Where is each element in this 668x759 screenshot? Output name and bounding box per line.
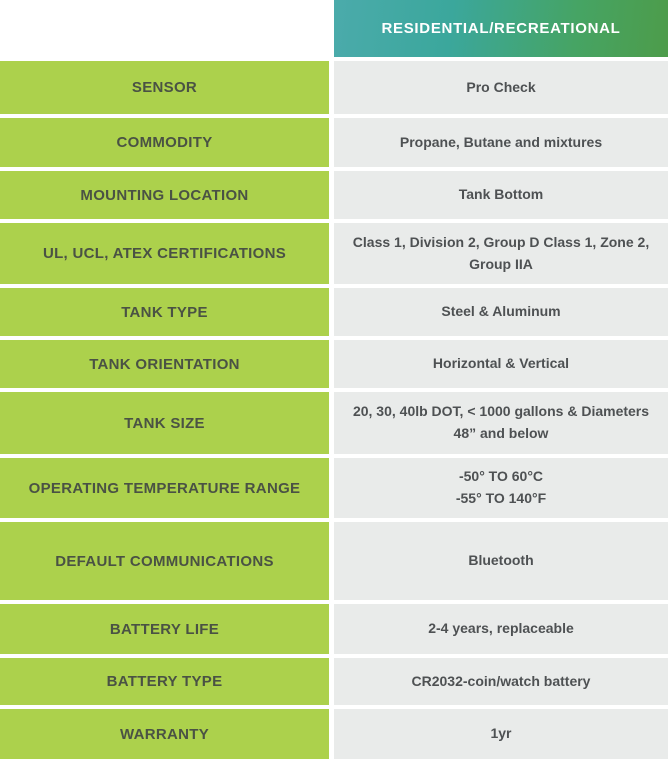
value-text: Pro Check xyxy=(466,78,536,95)
row-label-mounting-location: MOUNTING LOCATION xyxy=(0,171,329,219)
value-text: CR2032-coin/watch battery xyxy=(411,672,591,689)
row-label-operating-temperature-range: OPERATING TEMPERATURE RANGE xyxy=(0,458,329,518)
value-text: Steel & Aluminum xyxy=(441,303,561,320)
value-text: Class 1, Division 2, Group D Class 1, Zone 2, Group IIA xyxy=(352,233,650,272)
row-value-tank-type xyxy=(334,288,668,336)
row-value-tank-size xyxy=(334,392,668,454)
row-label-tank-type: TANK TYPE xyxy=(0,288,329,336)
row-label-certifications: UL, UCL, ATEX CERTIFICATIONS xyxy=(0,223,329,284)
row-label-tank-orientation: TANK ORIENTATION xyxy=(0,340,329,388)
row-label-commodity: COMMODITY xyxy=(0,118,329,167)
row-value-mounting-location xyxy=(334,171,668,219)
value-text: Propane, Butane and mixtures xyxy=(399,133,603,150)
row-label-default-communications: DEFAULT COMMUNICATIONS xyxy=(0,522,329,600)
column-header-residential-recreational: RESIDENTIAL/RECREATIONAL xyxy=(334,0,668,57)
value-text: 2-4 years, replaceable xyxy=(428,620,574,637)
row-value-sensor xyxy=(334,61,668,114)
row-value-commodity xyxy=(334,118,668,167)
row-label-battery-type: BATTERY TYPE xyxy=(0,658,329,705)
row-value-battery-life xyxy=(334,604,668,654)
value-text: Bluetooth xyxy=(468,552,534,569)
value-text: 20, 30, 40lb DOT, < 1000 gallons & Diameters 48” and below xyxy=(352,403,650,441)
row-value-default-communications xyxy=(334,522,668,600)
row-label-sensor: SENSOR xyxy=(0,61,329,114)
row-value-battery-type xyxy=(334,658,668,705)
value-line-celsius: -50° TO 60°C xyxy=(458,468,544,485)
row-value-certifications xyxy=(334,223,668,284)
row-label-tank-size: TANK SIZE xyxy=(0,392,329,454)
value-text: Tank Bottom xyxy=(458,186,544,203)
row-value-warranty xyxy=(334,709,668,759)
row-value-tank-orientation xyxy=(334,340,668,388)
value-text: Horizontal & Vertical xyxy=(432,355,570,372)
value-text: 1yr xyxy=(490,725,512,742)
value-line-fahrenheit: -55° TO 140°F xyxy=(455,490,547,506)
row-value-operating-temperature-range xyxy=(334,458,668,518)
row-label-battery-life: BATTERY LIFE xyxy=(0,604,329,654)
row-label-warranty: WARRANTY xyxy=(0,709,329,759)
header-spacer xyxy=(0,0,329,57)
